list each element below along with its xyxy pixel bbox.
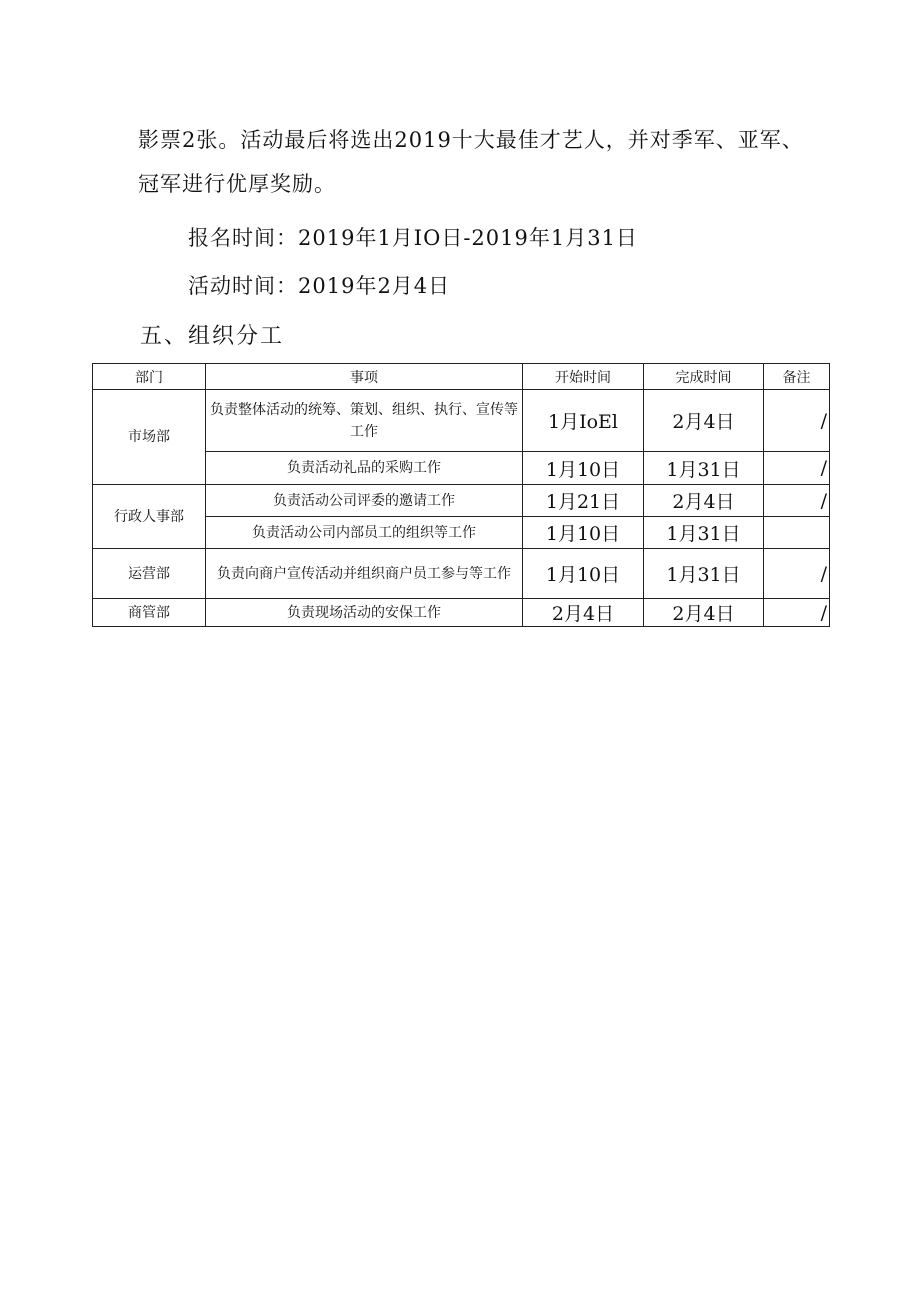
start-cell: 1月10日 bbox=[523, 517, 644, 549]
end-cell: 1月31日 bbox=[644, 452, 764, 485]
intro-paragraph: 影票2张。活动最后将选出2019十大最佳才艺人，并对季军、亚军、冠军进行优厚奖励。 bbox=[138, 128, 804, 196]
note-cell bbox=[764, 517, 830, 549]
registration-time: 报名时间：2019年1月IO日-2019年1月31日 bbox=[188, 226, 638, 250]
table-row bbox=[93, 599, 830, 627]
note-cell: / bbox=[764, 599, 830, 627]
note-cell: / bbox=[764, 485, 830, 517]
dept-cell: 行政人事部 bbox=[93, 485, 206, 549]
division-table bbox=[92, 363, 830, 627]
section-title: 五、组织分工 bbox=[140, 324, 285, 349]
dept-cell: 商管部 bbox=[93, 599, 206, 627]
note-cell: / bbox=[764, 549, 830, 599]
start-cell: 1月IoEl bbox=[523, 390, 644, 452]
start-cell: 1月10日 bbox=[523, 549, 644, 599]
header-task: 事项 bbox=[206, 364, 523, 390]
start-cell: 1月21日 bbox=[523, 485, 644, 517]
end-cell: 2月4日 bbox=[644, 599, 764, 627]
start-cell: 1月10日 bbox=[523, 452, 644, 485]
end-cell: 2月4日 bbox=[644, 485, 764, 517]
task-cell: 负责整体活动的统筹、策划、组织、执行、宣传等工作 bbox=[206, 390, 523, 452]
dept-cell: 运营部 bbox=[93, 549, 206, 599]
task-cell: 负责现场活动的安保工作 bbox=[206, 599, 523, 627]
header-start: 开始时间 bbox=[523, 364, 644, 390]
task-cell: 负责向商户宣传活动并组织商户员工参与等工作 bbox=[206, 549, 523, 599]
task-cell: 负责活动公司评委的邀请工作 bbox=[206, 485, 523, 517]
end-cell: 1月31日 bbox=[644, 549, 764, 599]
task-cell: 负责活动公司内部员工的组织等工作 bbox=[206, 517, 523, 549]
table-row bbox=[93, 485, 830, 517]
header-end: 完成时间 bbox=[644, 364, 764, 390]
dept-cell: 市场部 bbox=[93, 390, 206, 485]
header-note: 备注 bbox=[764, 364, 830, 390]
end-cell: 1月31日 bbox=[644, 517, 764, 549]
table-row bbox=[93, 390, 830, 452]
start-cell: 2月4日 bbox=[523, 599, 644, 627]
end-cell: 2月4日 bbox=[644, 390, 764, 452]
table-row bbox=[93, 549, 830, 599]
note-cell: / bbox=[764, 452, 830, 485]
table-header-row bbox=[93, 364, 830, 390]
task-cell: 负责活动礼品的采购工作 bbox=[206, 452, 523, 485]
event-time: 活动时间：2019年2月4日 bbox=[188, 274, 451, 298]
note-cell: / bbox=[764, 390, 830, 452]
header-dept: 部门 bbox=[93, 364, 206, 390]
